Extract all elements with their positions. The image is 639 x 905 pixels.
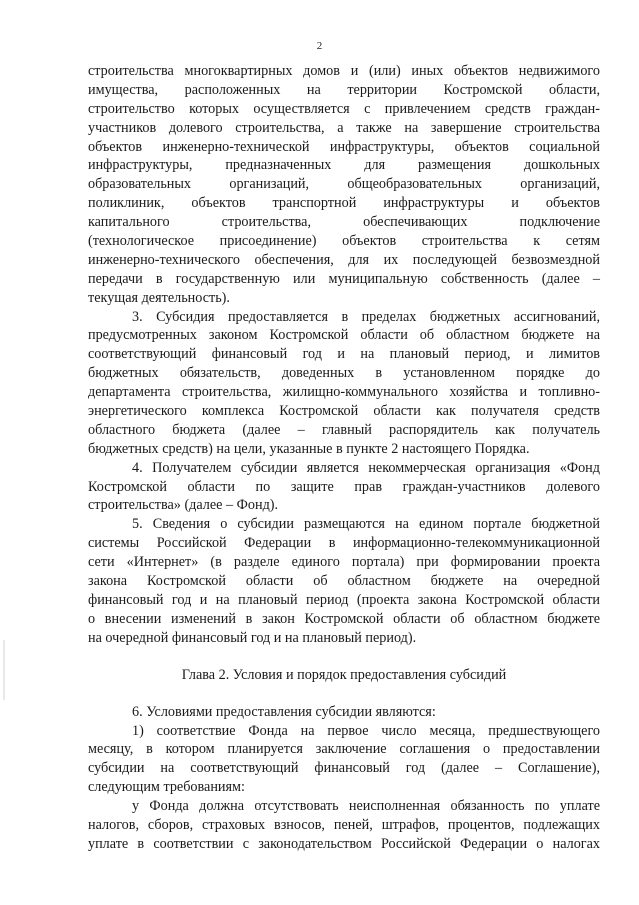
paragraph-4	[88, 459, 600, 516]
text-line: объектов инженерно-технической инфраструктуры, объектов социальной	[88, 138, 600, 155]
spacer	[88, 685, 600, 703]
spacer	[88, 648, 600, 666]
text-line: строительства многоквартирных домов и (или) иных объектов недвижимого	[88, 63, 600, 79]
paragraph-6-1-requirement	[88, 797, 600, 854]
text-line: поликлиник, объектов транспортной инфраструктуры и объектов	[88, 195, 600, 212]
text-line: уплате в соответствии с законодательством Российской Федерации о налогах	[88, 835, 600, 852]
text-line: Костромской области по защите прав граждан-участников долевого	[88, 478, 600, 495]
paragraph-6	[88, 703, 600, 722]
text-line: (технологическое присоединение) объектов строительства к сетям	[88, 233, 600, 250]
text-line: департамента строительства, жилищно-коммунального хозяйства и топливно-	[88, 384, 600, 401]
text-line: строительство которых осуществляется с привлечением средств граждан-	[88, 100, 600, 117]
text-line: инженерно-технического обеспечения, для их последующей безвозмездной	[88, 251, 600, 268]
paragraph-5	[88, 515, 600, 647]
text-line: строительства» (далее – Фонд).	[88, 497, 279, 514]
text-line: системы Российской Федерации в информационно-телекоммуникационной	[88, 535, 600, 552]
page-number: 2	[316, 40, 323, 52]
text-line: энергетического комплекса Костромской области как получателя средств	[88, 403, 600, 420]
paragraph-3	[88, 308, 600, 459]
text-line: у Фонда должна отсутствовать неисполненная обязанность по уплате	[132, 798, 600, 815]
text-line: бюджетных обязательств, доведенных в установленном порядке до	[88, 365, 600, 382]
text-line: капитального строительства, обеспечивающих подключение	[88, 214, 600, 231]
paragraph-2-continuation	[88, 62, 600, 308]
text-line: 5. Сведения о субсидии размещаются на едином портале бюджетной	[132, 516, 600, 533]
text-line: 6. Условиями предоставления субсидии являются:	[132, 703, 436, 720]
text-line: соответствующий финансовый год и на плановый период, и лимитов	[88, 346, 600, 363]
text-line: бюджетных средств) на цели, указанные в пункте 2 настоящего Порядка.	[88, 440, 530, 457]
text-line: текущая деятельность).	[88, 289, 230, 306]
text-line: субсидии на соответствующий финансовый год (далее – Соглашение),	[88, 760, 600, 777]
text-line: 4. Получателем субсидии является некоммерческая организация «Фонд	[132, 459, 600, 476]
document-body	[88, 62, 600, 854]
text-line: передачи в государственную или муниципальную собственность (далее –	[88, 270, 600, 287]
text-line: налогов, сборов, страховых взносов, пеней, штрафов, процентов, подлежащих	[88, 816, 600, 833]
text-line: о внесении изменений в закон Костромской области об областном бюджете	[88, 610, 600, 627]
text-line: областного бюджета (далее – главный распорядитель как получатель	[88, 421, 600, 438]
text-line: 1) соответствие Фонда на первое число месяца, предшествующего	[132, 722, 600, 739]
scan-edge-mark	[3, 640, 5, 700]
text-line: инфраструктуры, предназначенных для размещения дошкольных	[88, 157, 600, 174]
text-line: на очередной финансовый год и на плановый период).	[88, 629, 417, 646]
text-line: финансовый год и на плановый период (проекта закона Костромской области	[88, 591, 600, 608]
text-line: участников долевого строительства, а также на завершение строительства	[88, 119, 600, 136]
text-line: следующим требованиям:	[88, 779, 245, 796]
text-line: месяцу, в котором планируется заключение соглашения о предоставлении	[88, 741, 600, 758]
text-line: закона Костромской области об областном бюджете на очередной	[88, 573, 600, 590]
text-line: сети «Интернет» (в разделе единого портала) при формировании проекта	[88, 554, 600, 571]
paragraph-6-1	[88, 722, 600, 798]
chapter-heading: Глава 2. Условия и порядок предоставления субсидий	[181, 666, 507, 683]
text-line: образовательных организаций, общеобразовательных организаций,	[88, 176, 600, 193]
text-line: предусмотренных законом Костромской области об областном бюджете на	[88, 327, 600, 344]
text-line: имущества, расположенных на территории Костромской области,	[88, 81, 600, 98]
text-line: 3. Субсидия предоставляется в пределах бюджетных ассигнований,	[132, 308, 600, 325]
